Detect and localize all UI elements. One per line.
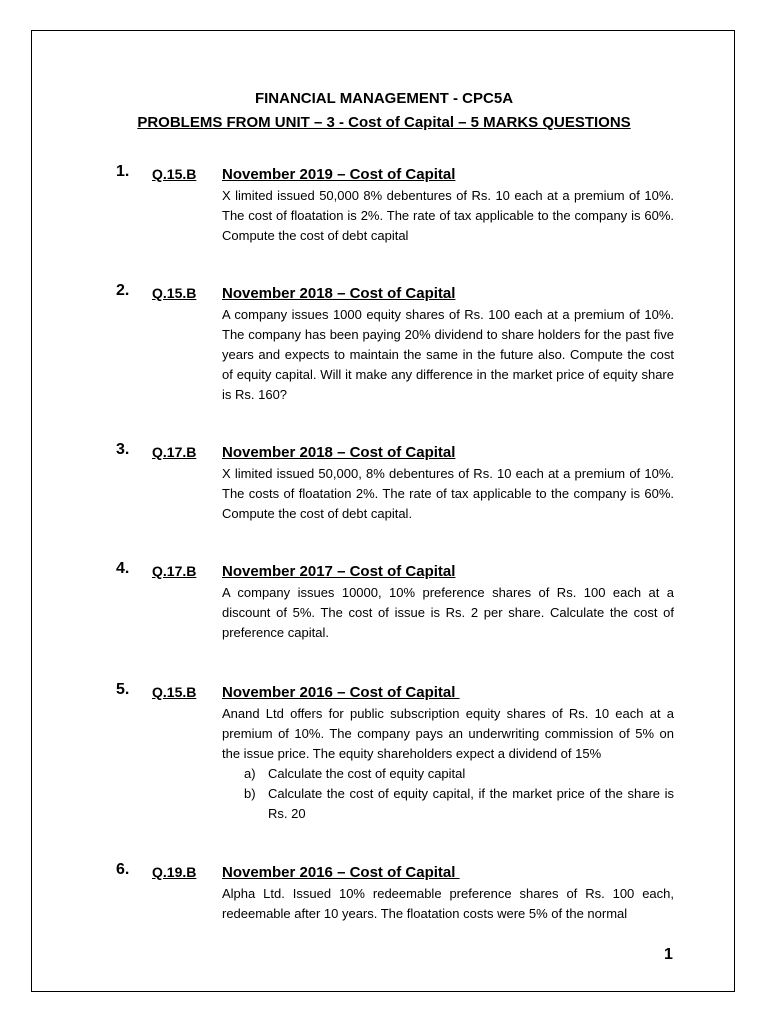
document-subtitle: PROBLEMS FROM UNIT – 3 - Cost of Capital – 5 MARKS QUESTIONS (137, 114, 631, 131)
document-title: FINANCIAL MANAGEMENT - CPC5A (254, 90, 514, 107)
sub-question-marker: b) (244, 786, 256, 801)
question-heading: November 2018 – Cost of Capital (222, 444, 456, 461)
question-heading: November 2019 – Cost of Capital (222, 166, 456, 183)
question-code: Q.17.B (152, 563, 197, 579)
question-text: X limited issued 50,000, 8% debentures of Rs. 10 each at a premium of 10%. The costs of floatation 2%. The rate of tax applicable to the company is 60%. Compute the cost of debt capital. (222, 466, 674, 521)
question-code: Q.19.B (152, 864, 197, 880)
question-heading: November 2016 – Cost of Capital (222, 684, 460, 701)
question-text-block (222, 704, 696, 824)
question-text: Anand Ltd offers for public subscription equity shares of Rs. 10 each at a premium of 10%. The company pays an underwriting commission of 5% on the issue price. The equity shareholders expect a dividend of 15% (222, 706, 674, 761)
question-number: 6. (116, 861, 130, 878)
sub-question-marker: a) (244, 766, 256, 781)
question-code: Q.15.B (152, 166, 197, 182)
question-number: 1. (116, 163, 130, 180)
question-text: A company issues 1000 equity shares of Rs. 100 each at a premium of 10%. The company has been paying 20% dividend to share holders for the past five years and expects to maintain the same in the future also. Compute the cost of equity capital. Will it make any difference in the market price of equity share is Rs. 160? (222, 307, 674, 402)
question-number: 4. (116, 560, 130, 577)
question-number: 3. (116, 441, 130, 458)
question-text: Alpha Ltd. Issued 10% redeemable preference shares of Rs. 100 each, redeemable after 10 years. The floatation costs were 5% of the normal (222, 886, 674, 921)
sub-question-text: Calculate the cost of equity capital (268, 766, 466, 781)
question-heading: November 2016 – Cost of Capital (222, 864, 460, 881)
sub-question-text: Calculate the cost of equity capital, if the market price of the share is Rs. 20 (268, 786, 696, 821)
question-heading: November 2018 – Cost of Capital (222, 285, 456, 302)
question-text: X limited issued 50,000 8% debentures of Rs. 10 each at a premium of 10%. The cost of floatation is 2%. The rate of tax applicable to the company is 60%. Compute the cost of debt capital (222, 188, 674, 243)
sub-question-b (222, 784, 696, 824)
question-code: Q.17.B (152, 444, 197, 460)
question-text: A company issues 10000, 10% preference shares of Rs. 100 each at a discount of 5%. The cost of issue is Rs. 2 per share. Calculate the cost of preference capital. (222, 585, 674, 640)
page-number: 1 (664, 946, 673, 963)
question-code: Q.15.B (152, 285, 197, 301)
question-number: 2. (116, 282, 130, 299)
question-number: 5. (116, 681, 130, 698)
question-heading: November 2017 – Cost of Capital (222, 563, 456, 580)
sub-question-a (222, 764, 674, 784)
question-code: Q.15.B (152, 684, 197, 700)
